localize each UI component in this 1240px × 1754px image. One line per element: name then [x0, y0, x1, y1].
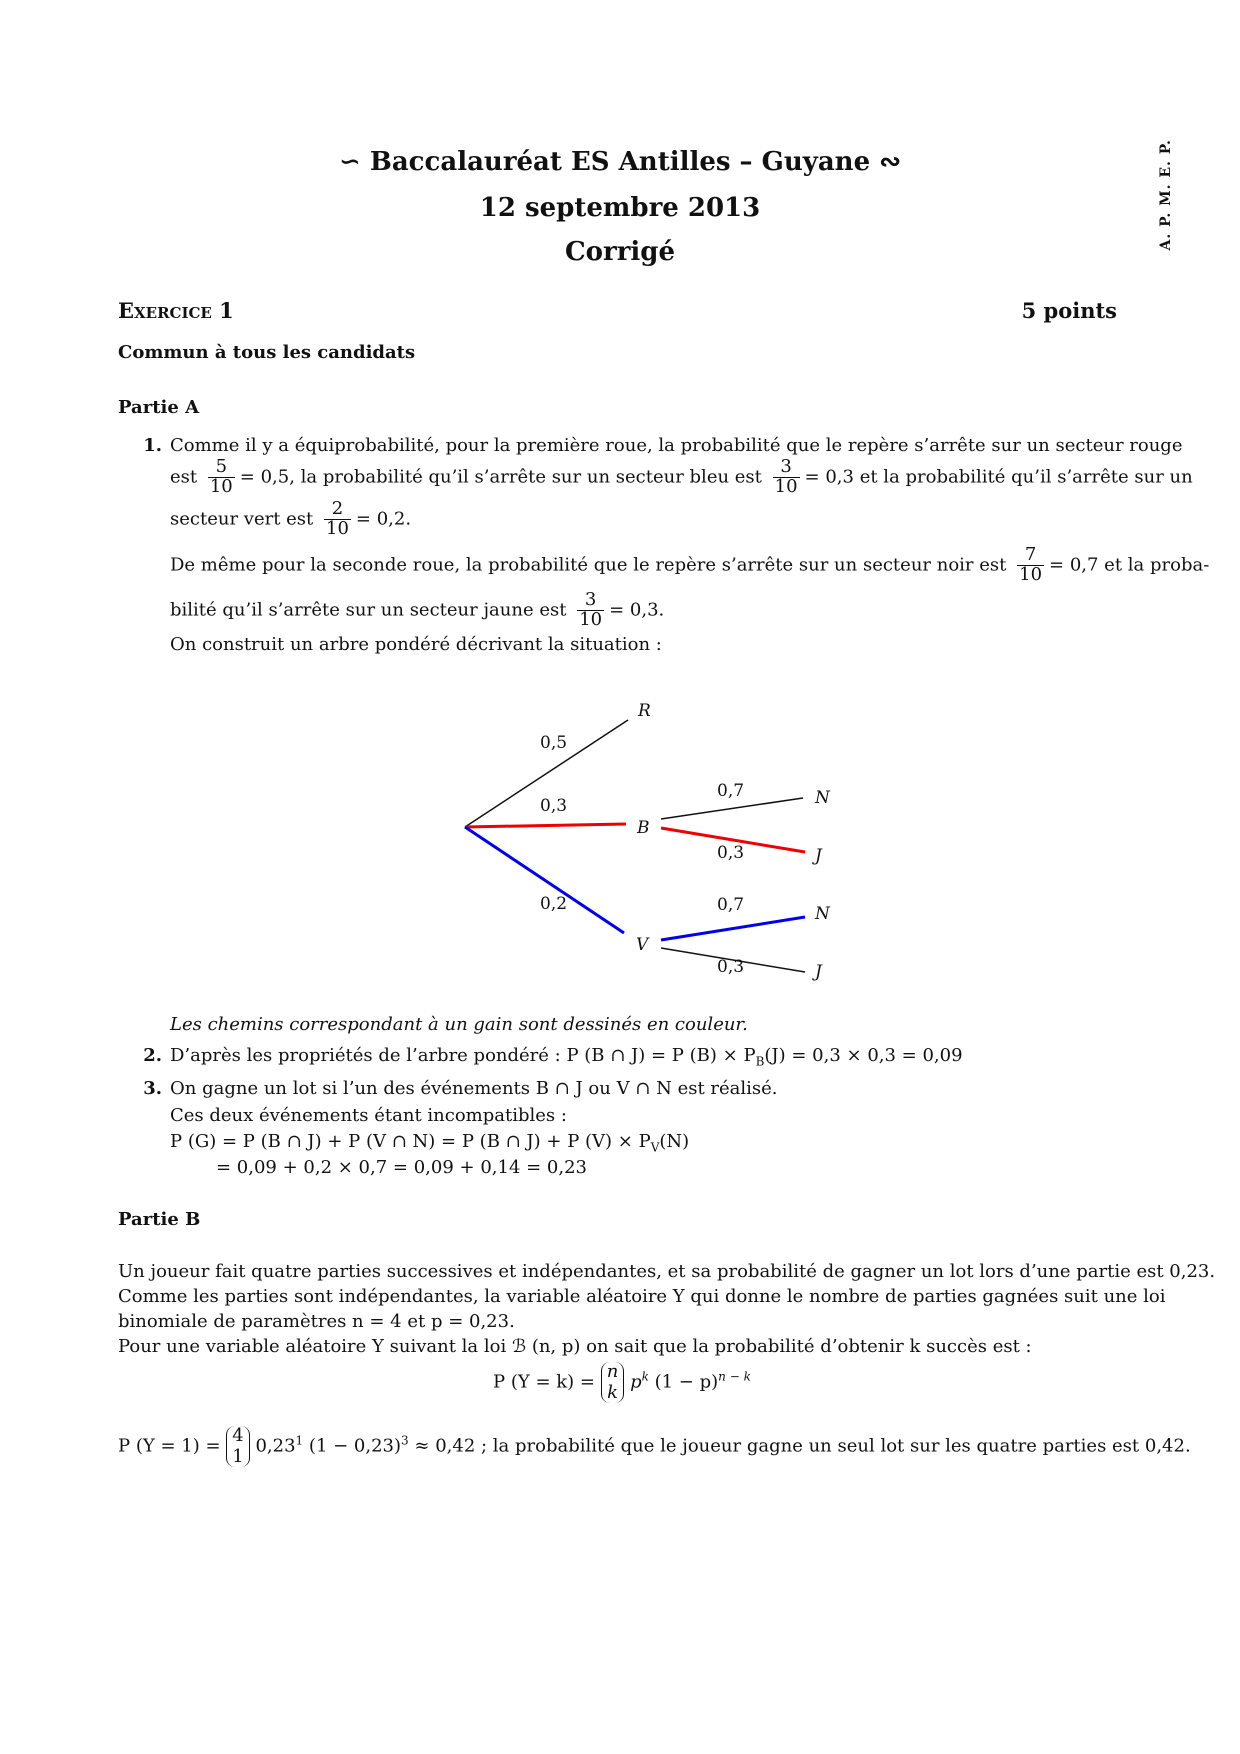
fraction-yellow: $\frac{3}{10}$: [579, 589, 603, 630]
fraction-red: $\frac{5}{10}$: [209, 456, 233, 497]
prob-B-N: 0,7: [717, 781, 745, 801]
prob-V: 0,2: [540, 894, 568, 914]
q3-line-3: P (G) = P (B ∩ J) + P (V ∩ N) = P (B ∩ J) + P $(V) \times P_V(N)$: [170, 1131, 690, 1155]
binomial-coefficient: n k: [601, 1362, 625, 1403]
node-R: R: [638, 701, 651, 721]
document-subtitle: Corrigé: [564, 237, 676, 267]
binomial-result: P (Y = 1) = 4 1 0,23$^1$ $(1 - 0,23)^3 \approx 0,42$ ; la probabilité que le joueur gagne un seul lot sur les quatre parties est 0,42.: [118, 1425, 1191, 1467]
node-B: B: [637, 818, 650, 838]
prob-R: 0,5: [540, 733, 568, 753]
document-date: 12 septembre 2013: [479, 193, 761, 223]
branch-V-N: [661, 917, 805, 940]
q2-line: 2. D’après les propriétés de l’arbre pondéré : P (B ∩ J) = P $(B) \times P_B(J) = 0,3 \times 0,3 = 0,09$: [140, 1043, 963, 1070]
ornament-left-icon: ∽: [339, 147, 361, 177]
branch-root-B: [465, 824, 626, 827]
node-V: V: [636, 935, 649, 955]
part-b-line-2: Comme les parties sont indépendantes, la variable aléatoire Y qui donne le nombre de parties gagnées suit une loi: [118, 1286, 1166, 1307]
part-b-line-3: binomiale de paramètres n = 4 et p = 0,23.: [118, 1311, 515, 1332]
node-V-J: J: [815, 962, 822, 982]
exercise-points: 5 points: [1021, 298, 1117, 323]
part-b-title: Partie B: [118, 1209, 201, 1230]
exercise-label: Exercice 1: [118, 298, 234, 323]
q3-number: 3.: [143, 1078, 162, 1099]
fraction-green: $\frac{2}{10}$: [326, 498, 349, 539]
q3-line-2: Ces deux événements étant incompatibles :: [170, 1105, 567, 1126]
prob-B: 0,3: [540, 796, 568, 816]
title-text: Baccalauréat ES Antilles – Guyane: [369, 147, 871, 177]
prob-V-N: 0,7: [717, 895, 745, 915]
node-V-N: N: [815, 904, 830, 924]
branch-B-N: [661, 798, 803, 819]
q1-line-5: bilité qu’il s’arrête sur un secteur jaune est $\frac{3}{10}$ = 0,3.: [170, 589, 665, 630]
q1-number: 1.: [143, 435, 162, 456]
tree-caption: Les chemins correspondant à un gain sont dessinés en couleur.: [170, 1014, 748, 1035]
binomial-formula: P (Y = k) = n k $p^k$ $(1 - p)^{n - k}$: [493, 1361, 751, 1403]
node-B-J: J: [815, 846, 822, 866]
part-b-line-1: Un joueur fait quatre parties successives et indépendantes, et sa probabilité de gagner un lot lors d’une partie est 0,23.: [118, 1261, 1216, 1282]
binomial-coefficient-result: 4 1: [226, 1426, 249, 1467]
q1-line-4: De même pour la seconde roue, la probabilité que le repère s’arrête sur un secteur noir est $\frac{7}{10}$ = 0,7 et la proba-: [170, 544, 1210, 585]
q1-line-2: est $\frac{5}{10}$ = 0,5, la probabilité qu’il s’arrête sur un secteur bleu est $\frac{3}{10}$ = 0,3 et la probabilité qu’il s’arrête sur un: [170, 456, 1193, 497]
exercise-audience: Commun à tous les candidats: [118, 342, 416, 363]
fraction-blue: $\frac{3}{10}$: [774, 456, 798, 497]
q1-line-6: On construit un arbre pondéré décrivant la situation :: [170, 634, 662, 655]
prob-B-J: 0,3: [717, 843, 745, 863]
node-B-N: N: [815, 788, 830, 808]
q3-line-1: 3. On gagne un lot si l’un des événements B ∩ J ou V ∩ N est réalisé.: [140, 1076, 778, 1101]
q1-line-3: secteur vert est $\frac{2}{10}$ = 0,2.: [170, 498, 412, 539]
fraction-black: $\frac{7}{10}$: [1019, 544, 1043, 585]
q2-number: 2.: [143, 1045, 162, 1066]
branch-root-V: [465, 827, 624, 933]
part-b-line-4: Pour une variable aléatoire Y suivant la loi ℬ (n, p) on sait que la probabilité d’obtenir k succès est :: [118, 1336, 1032, 1357]
side-label: A. P. M. E. P.: [1158, 139, 1175, 251]
prob-V-J: 0,3: [717, 957, 745, 977]
ornament-right-icon: ∾: [879, 147, 901, 177]
q1-line-1: 1. Comme il y a équiprobabilité, pour la première roue, la probabilité que le repère s’arrête sur un secteur rouge: [140, 433, 1182, 458]
part-a-title: Partie A: [118, 397, 200, 418]
q3-line-4: = 0,09 + 0,2 × 0,7 = 0,09 + 0,14 = 0,23: [216, 1157, 587, 1178]
